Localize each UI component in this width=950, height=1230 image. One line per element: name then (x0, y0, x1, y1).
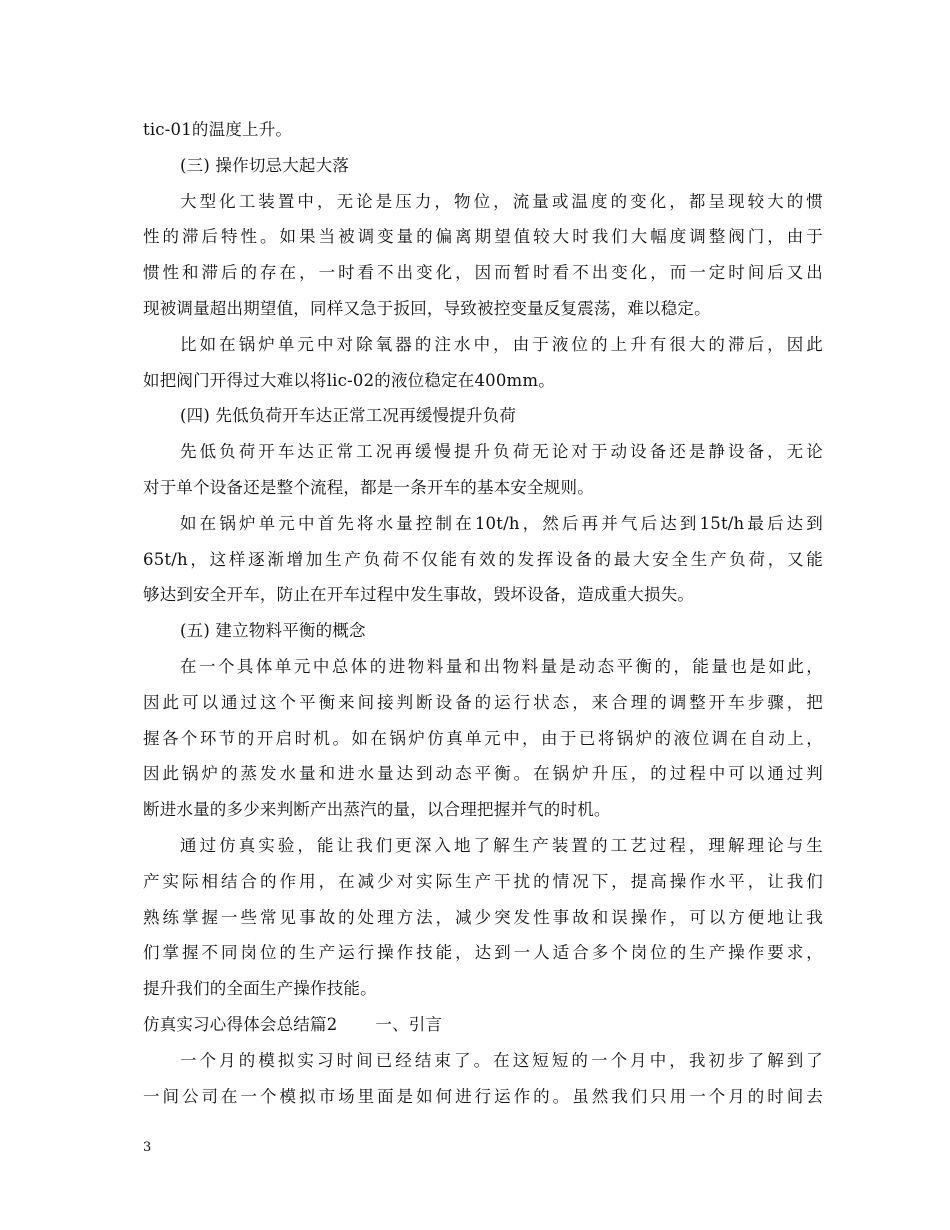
text-line: 如把阀门开得过大难以将lic-02的液位稳定在400mm。 (143, 370, 555, 390)
text-line: 惯性和滞后的存在，一时看不出变化，因而暂时看不出变化，而一定时间后又出 (143, 263, 823, 283)
text-line: 产实际相结合的作用，在减少对实际生产干扰的情况下，提高操作水平，让我们 (143, 871, 823, 891)
text-line: 断进水量的多少来判断产出蒸汽的量，以合理把握并气的时机。 (143, 800, 611, 820)
body-text (143, 112, 823, 1114)
text-line: 比如在锅炉单元中对除氧器的注水中，由于液位的上升有很大的滞后，因此 (180, 334, 823, 354)
text-line: 现被调量超出期望值，同样又急于扳回，导致被控变量反复震荡，难以稳定。 (143, 298, 711, 318)
text-line: 因此锅炉的蒸发水量和进水量达到动态平衡。在锅炉升压，的过程中可以通过判 (143, 764, 823, 784)
text-line: 如在锅炉单元中首先将水量控制在10t/h，然后再并气后达到15t/h最后达到 (180, 513, 823, 533)
text-line: 先低负荷开车达正常工况再缓慢提升负荷无论对于动设备还是静设备，无论 (180, 442, 823, 462)
section-heading-subtitle: 一、引言 (375, 1014, 443, 1034)
page-number: 3 (143, 1140, 152, 1155)
text-line: 一间公司在一个模拟市场里面是如何进行运作的。虽然我们只用一个月的时间去 (143, 1086, 823, 1106)
text-line: 够达到安全开车，防止在开车过程中发生事故，毁坏设备，造成重大损失。 (143, 585, 695, 605)
section-heading (143, 1007, 823, 1043)
text-line: 对于单个设备还是整个流程，都是一条开车的基本安全规则。 (143, 477, 594, 497)
text-line: 提升我们的全面生产操作技能。 (143, 979, 377, 999)
text-line: (三) 操作切忌大起大落 (180, 155, 350, 175)
text-line: 大型化工装置中，无论是压力，物位，流量或温度的变化，都呈现较大的惯 (180, 191, 823, 211)
text-line: tic-01的温度上升。 (143, 120, 293, 139)
text-line: 通过仿真实验，能让我们更深入地了解生产装置的工艺过程，理解理论与生 (180, 835, 823, 855)
closing-lines (143, 1043, 823, 1115)
text-line: 一个月的模拟实习时间已经结束了。在这短短的一个月中，我初步了解到了 (180, 1050, 823, 1070)
text-line: 熟练掌握一些常见事故的处理方法，减少突发性事故和误操作，可以方便地让我 (143, 907, 823, 927)
paragraph-lines (143, 112, 823, 1007)
text-line: 们掌握不同岗位的生产运行操作技能，达到一人适合多个岗位的生产操作要求， (143, 943, 823, 963)
section-heading-title: 仿真实习心得体会总结篇2 (143, 1014, 338, 1034)
text-line: 因此可以通过这个平衡来间接判断设备的运行状态，来合理的调整开车步骤，把 (143, 692, 823, 712)
text-line: (四) 先低负荷开车达正常工况再缓慢提升负荷 (180, 406, 517, 426)
text-line: 65t/h，这样逐渐增加生产负荷不仅能有效的发挥设备的最大安全生产负荷，又能 (143, 549, 823, 569)
text-line: (五) 建立物料平衡的概念 (180, 621, 366, 641)
text-line: 性的滞后特性。如果当被调变量的偏离期望值较大时我们大幅度调整阀门，由于 (143, 227, 823, 247)
text-line: 握各个环节的开启时机。如在锅炉仿真单元中，由于已将锅炉的液位调在自动上， (143, 728, 823, 748)
text-line: 在一个具体单元中总体的进物料量和出物料量是动态平衡的，能量也是如此， (180, 656, 823, 676)
